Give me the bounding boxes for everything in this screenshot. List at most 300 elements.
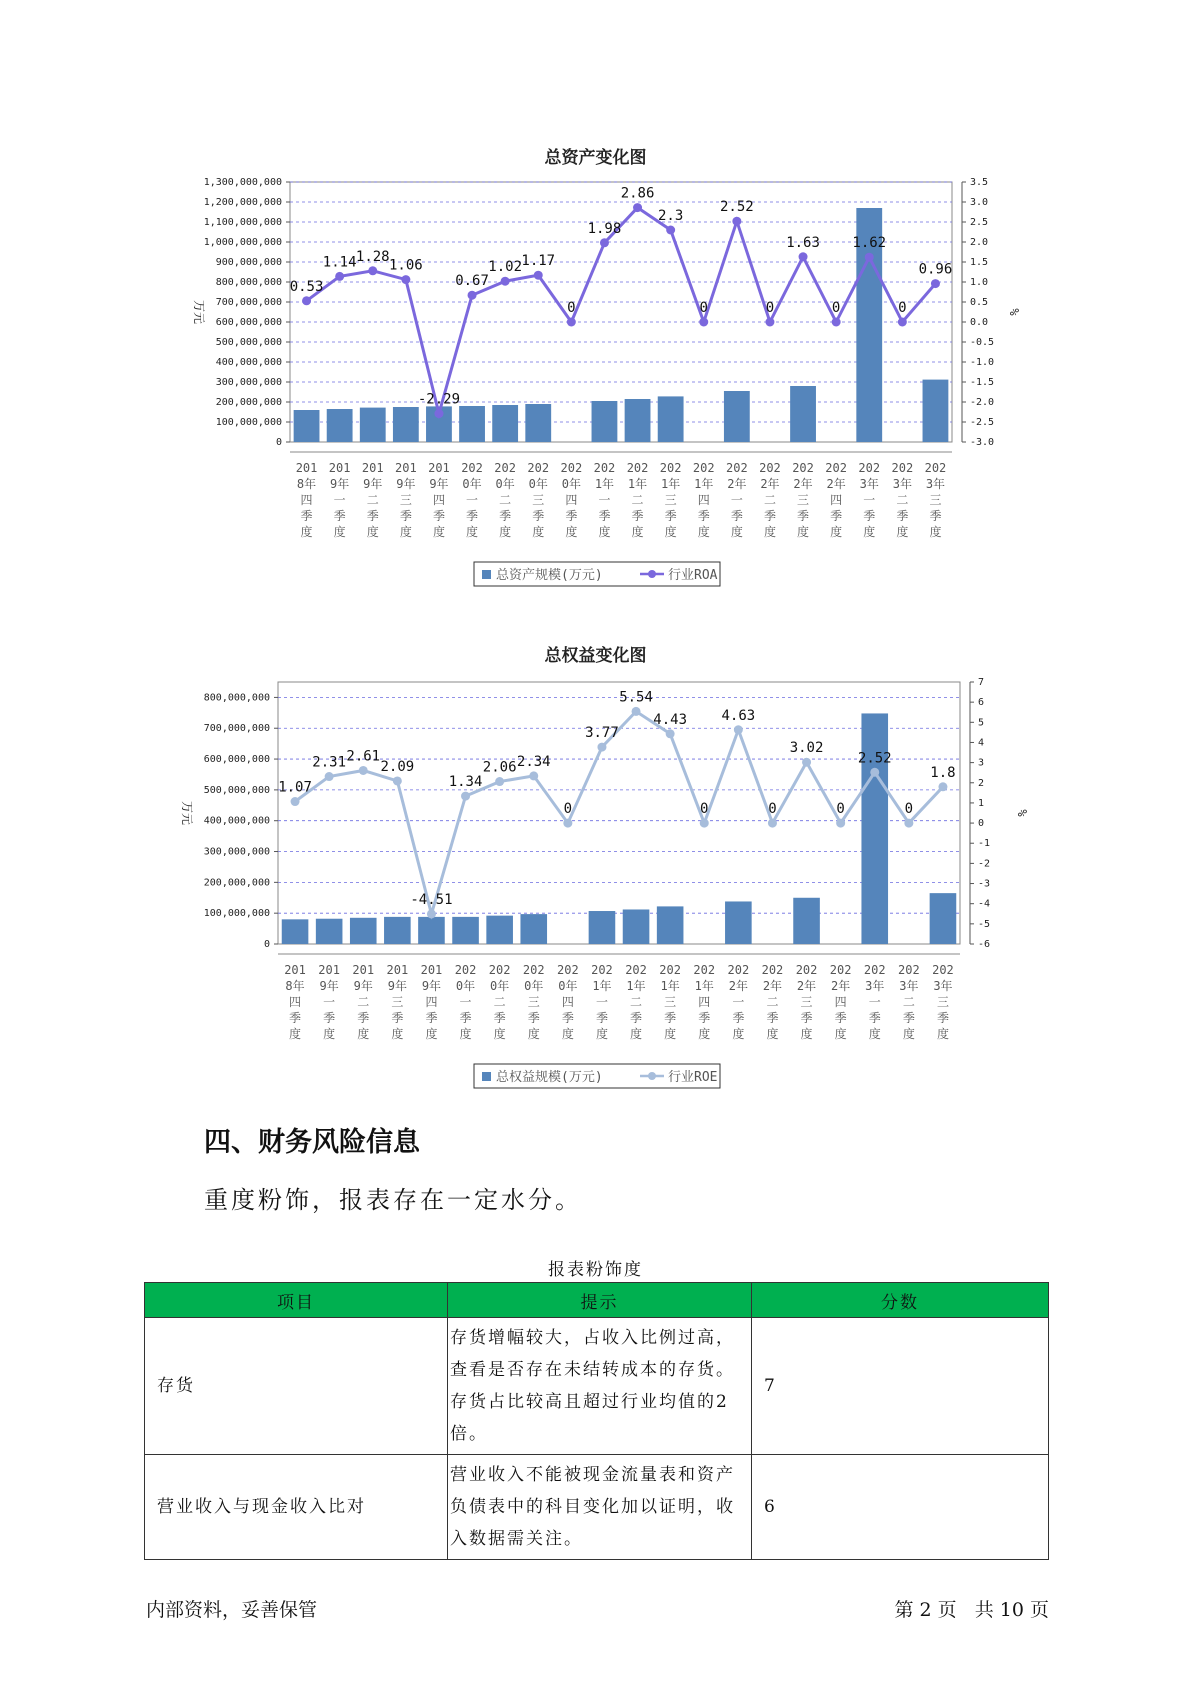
left-tick-label: 200,000,000 <box>203 877 270 889</box>
left-axis-title: 万元 <box>192 299 206 325</box>
x-tick-label: 一 <box>863 493 876 507</box>
x-tick-label: 四 <box>300 493 313 507</box>
right-tick-label: -2.0 <box>970 397 995 408</box>
x-tick-label: 四 <box>834 995 847 1009</box>
legend-line-label: 行业ROE <box>668 1070 718 1085</box>
data-label: 2.34 <box>516 753 551 770</box>
table-row <box>145 1318 1049 1455</box>
x-tick-label: 3年 <box>892 477 912 491</box>
right-tick-label: 1.0 <box>970 277 989 288</box>
x-tick-label: 季 <box>598 509 611 523</box>
x-tick-label: 1年 <box>594 477 615 491</box>
left-tick-label: 700,000,000 <box>215 297 282 308</box>
x-tick-label: 二 <box>357 995 370 1009</box>
x-tick-label: 季 <box>630 1011 643 1025</box>
x-tick-label: 季 <box>896 509 909 523</box>
x-tick-label: 201 <box>318 963 340 977</box>
left-tick-label: 800,000,000 <box>203 692 270 704</box>
bar <box>725 901 752 944</box>
x-tick-label: 季 <box>797 509 810 523</box>
x-tick-label: 8年 <box>285 979 305 993</box>
x-tick-label: 202 <box>488 963 511 977</box>
x-tick-label: 度 <box>698 1027 711 1041</box>
right-tick-label: 2.5 <box>970 217 989 228</box>
x-tick-label: 度 <box>863 525 876 539</box>
x-tick-label: 9年 <box>330 477 350 491</box>
data-label: 0.67 <box>455 273 489 290</box>
assets-chart <box>0 170 1191 590</box>
x-tick-label: 季 <box>333 509 346 523</box>
data-label: 0 <box>898 300 907 316</box>
row-score: 7 <box>752 1318 1049 1455</box>
left-tick-label: 0 <box>263 939 270 950</box>
x-tick-label: 201 <box>295 461 318 475</box>
x-tick-label: 二 <box>630 995 643 1009</box>
x-tick-label: 度 <box>936 1027 949 1041</box>
x-tick-label: 季 <box>561 1011 574 1025</box>
left-tick-label: 500,000,000 <box>203 784 270 796</box>
data-label: 4.63 <box>721 707 756 724</box>
right-tick-label: -2 <box>978 858 991 870</box>
section-heading: 四、财务风险信息 <box>204 1127 420 1158</box>
x-tick-label: 三 <box>532 493 545 507</box>
x-tick-label: 201 <box>361 461 384 475</box>
legend-line-label: 行业ROA <box>668 568 718 583</box>
line-point <box>632 707 641 716</box>
x-tick-label: 二 <box>766 995 779 1009</box>
section-text: 重度粉饰，报表存在一定水分。 <box>204 1186 582 1214</box>
x-tick-label: 度 <box>357 1027 370 1041</box>
x-tick-label: 四 <box>561 995 574 1009</box>
x-tick-label: 202 <box>560 461 583 475</box>
line-point <box>633 203 642 212</box>
bar <box>327 409 353 442</box>
legend-line-marker <box>648 570 656 578</box>
data-label: 0.96 <box>918 261 953 278</box>
left-tick-label: 600,000,000 <box>203 754 270 766</box>
x-tick-label: 202 <box>829 963 852 977</box>
x-tick-label: 二 <box>631 493 644 507</box>
data-label: 0 <box>765 300 775 316</box>
data-label: 3.02 <box>789 740 824 757</box>
x-tick-label: 202 <box>557 963 579 977</box>
x-tick-label: 三 <box>664 493 677 507</box>
x-tick-label: 201 <box>284 963 306 977</box>
left-tick-label: 700,000,000 <box>203 723 270 735</box>
footer-page-number: 第 2 页 共 10 页 <box>894 1599 1049 1621</box>
left-tick-label: 100,000,000 <box>215 417 282 428</box>
header-hint: 提示 <box>448 1283 752 1318</box>
line-point <box>567 318 576 327</box>
left-tick-label: 900,000,000 <box>215 257 282 268</box>
x-tick-label: 度 <box>323 1027 336 1041</box>
x-tick-label: 四 <box>289 995 302 1009</box>
bar <box>623 909 650 944</box>
x-tick-label: 度 <box>902 1027 915 1041</box>
x-tick-label: 度 <box>766 1027 779 1041</box>
x-tick-label: 2年 <box>727 477 747 491</box>
data-label: 1.63 <box>786 234 820 251</box>
x-tick-label: 四 <box>432 493 445 507</box>
x-tick-label: 9年 <box>421 979 442 993</box>
x-tick-label: 季 <box>366 509 379 523</box>
x-tick-label: 度 <box>598 525 611 539</box>
x-tick-label: 3年 <box>865 979 885 993</box>
x-tick-label: 202 <box>522 963 545 977</box>
x-tick-label: 2年 <box>760 477 780 491</box>
x-tick-label: 202 <box>891 461 914 475</box>
bar <box>294 410 320 442</box>
x-tick-label: 3年 <box>859 477 879 491</box>
x-tick-label: 度 <box>561 1027 574 1041</box>
legend-bar-label: 总权益规模(万元) <box>496 1070 603 1085</box>
x-tick-label: 一 <box>466 493 479 507</box>
line-point <box>368 266 377 275</box>
data-label: -4.51 <box>410 891 453 908</box>
x-tick-label: 季 <box>466 509 479 523</box>
x-tick-label: 四 <box>565 493 578 507</box>
x-tick-label: 季 <box>863 509 876 523</box>
right-tick-label: -1.0 <box>970 357 995 368</box>
x-tick-label: 季 <box>697 509 710 523</box>
x-tick-label: 9年 <box>363 477 383 491</box>
bar <box>790 386 816 442</box>
data-label: 2.52 <box>719 199 754 216</box>
x-tick-label: 0年 <box>561 477 581 491</box>
bar <box>316 919 343 944</box>
x-tick-label: 一 <box>598 493 611 507</box>
x-tick-label: 季 <box>800 1011 813 1025</box>
x-tick-label: 202 <box>825 461 847 475</box>
x-tick-label: 度 <box>800 1027 813 1041</box>
x-tick-label: 0年 <box>528 477 548 491</box>
x-tick-label: 一 <box>730 493 743 507</box>
x-tick-label: 度 <box>493 1027 506 1041</box>
x-tick-label: 季 <box>391 1011 404 1025</box>
bar <box>520 914 547 944</box>
line-point <box>291 797 300 806</box>
x-tick-label: 季 <box>499 509 512 523</box>
right-tick-label: -1.5 <box>970 377 995 388</box>
x-tick-label: 202 <box>494 461 516 475</box>
x-tick-label: 季 <box>459 1011 472 1025</box>
row-item: 营业收入与现金收入比对 <box>145 1455 448 1560</box>
right-tick-label: 5 <box>978 717 985 729</box>
x-tick-label: 度 <box>300 525 313 539</box>
line-point <box>563 819 572 828</box>
left-tick-label: 1,300,000,000 <box>203 177 282 188</box>
x-tick-label: 度 <box>797 525 810 539</box>
x-tick-label: 一 <box>732 995 745 1009</box>
data-label: 1.14 <box>322 254 357 271</box>
x-tick-label: 季 <box>631 509 644 523</box>
x-tick-label: 201 <box>328 461 351 475</box>
x-tick-label: 1年 <box>627 477 648 491</box>
bar <box>418 917 445 944</box>
data-label: 2.61 <box>346 748 381 765</box>
x-tick-label: 202 <box>461 461 483 475</box>
x-tick-label: 一 <box>595 995 608 1009</box>
data-label: 1.06 <box>388 257 423 274</box>
x-tick-label: 2年 <box>831 979 851 993</box>
line-point <box>799 252 808 261</box>
x-tick-label: 度 <box>425 1027 438 1041</box>
x-tick-label: 201 <box>352 963 375 977</box>
x-tick-label: 季 <box>763 509 776 523</box>
x-tick-label: 202 <box>593 461 616 475</box>
bar <box>282 919 309 944</box>
bar <box>625 399 651 442</box>
footer-left: 内部资料，妥善保管 <box>146 1599 318 1621</box>
x-tick-label: 9年 <box>396 477 416 491</box>
bar <box>486 916 513 944</box>
data-label: 0 <box>699 300 708 316</box>
x-tick-label: 四 <box>698 995 711 1009</box>
x-tick-label: 季 <box>399 509 412 523</box>
x-tick-label: 季 <box>936 1011 949 1025</box>
line-point <box>666 226 675 235</box>
right-tick-label: 0.5 <box>970 297 989 308</box>
x-tick-label: 三 <box>797 493 810 507</box>
right-tick-label: 0.0 <box>970 317 989 328</box>
line-point <box>938 782 947 791</box>
line-point <box>325 772 334 781</box>
x-tick-label: 1年 <box>694 477 714 491</box>
data-label: 0 <box>904 801 914 818</box>
x-tick-label: 度 <box>399 525 412 539</box>
x-tick-label: 季 <box>664 509 677 523</box>
bar <box>492 405 518 442</box>
x-tick-label: 季 <box>834 1011 847 1025</box>
x-tick-label: 季 <box>929 509 942 523</box>
right-tick-label: -3.0 <box>970 437 995 448</box>
row-item: 存货 <box>145 1318 448 1455</box>
x-tick-label: 3年 <box>933 979 953 993</box>
left-tick-label: 1,000,000,000 <box>203 237 282 248</box>
line-point <box>434 409 443 418</box>
x-tick-label: 季 <box>493 1011 506 1025</box>
x-tick-label: 202 <box>625 963 647 977</box>
data-label: 1.8 <box>930 764 956 781</box>
right-axis-title: % <box>1007 308 1021 316</box>
x-tick-label: 202 <box>863 963 886 977</box>
x-tick-label: 1年 <box>660 979 680 993</box>
data-label: 5.54 <box>619 689 653 706</box>
x-tick-label: 度 <box>896 525 909 539</box>
right-tick-label: -4 <box>978 898 991 910</box>
x-tick-label: 202 <box>591 963 613 977</box>
data-label: 2.52 <box>857 750 892 767</box>
line-point <box>501 277 510 286</box>
right-tick-label: -1 <box>978 838 991 850</box>
x-tick-label: 三 <box>664 995 677 1009</box>
x-tick-label: 度 <box>830 525 843 539</box>
x-tick-label: 季 <box>664 1011 677 1025</box>
bar <box>793 898 820 944</box>
legend-bar-swatch <box>482 1072 491 1081</box>
x-tick-label: 三 <box>936 995 949 1009</box>
plot-frame <box>278 682 960 944</box>
x-tick-label: 1年 <box>626 979 646 993</box>
data-label: 0 <box>700 801 709 818</box>
line-point <box>870 768 879 777</box>
line-point <box>359 766 368 775</box>
x-tick-label: 季 <box>300 509 313 523</box>
x-tick-label: 0年 <box>524 979 544 993</box>
bar <box>592 401 618 442</box>
left-tick-label: 100,000,000 <box>203 908 270 920</box>
line-point <box>427 909 436 918</box>
x-tick-label: 201 <box>428 461 450 475</box>
x-tick-label: 0年 <box>455 979 476 993</box>
x-tick-label: 三 <box>391 995 404 1009</box>
data-label: 1.34 <box>448 774 483 791</box>
data-label: 2.31 <box>312 754 347 771</box>
x-tick-label: 季 <box>766 1011 779 1025</box>
left-tick-label: 1,200,000,000 <box>203 197 282 208</box>
line-point <box>401 275 410 284</box>
left-tick-label: 1,100,000,000 <box>203 217 282 228</box>
right-tick-label: 4 <box>978 737 985 749</box>
left-tick-label: 0 <box>275 437 282 448</box>
bar <box>525 404 551 442</box>
x-tick-label: 8年 <box>296 477 317 491</box>
x-tick-label: 三 <box>800 995 813 1009</box>
line-point <box>832 318 841 327</box>
x-tick-label: 度 <box>730 525 743 539</box>
x-tick-label: 二 <box>493 995 506 1009</box>
right-tick-label: -5 <box>978 918 991 930</box>
chart-title-equity: 总权益变化图 <box>544 646 647 666</box>
line-point <box>734 725 743 734</box>
bar <box>384 917 411 944</box>
x-tick-label: 季 <box>532 509 545 523</box>
x-tick-label: 二 <box>902 995 915 1009</box>
x-tick-label: 季 <box>595 1011 608 1025</box>
x-tick-label: 二 <box>896 493 909 507</box>
x-tick-label: 9年 <box>319 979 339 993</box>
x-tick-label: 季 <box>323 1011 336 1025</box>
data-label: 0 <box>567 300 576 316</box>
x-tick-label: 度 <box>630 1027 643 1041</box>
x-tick-label: 度 <box>929 525 942 539</box>
x-tick-label: 一 <box>323 995 336 1009</box>
bar <box>657 906 684 944</box>
bar <box>360 408 386 442</box>
bar <box>861 713 888 944</box>
data-label: 1.07 <box>278 779 312 796</box>
right-tick-label: -2.5 <box>970 417 995 428</box>
x-tick-label: 一 <box>333 493 346 507</box>
right-tick-label: -0.5 <box>970 337 995 348</box>
line-point <box>302 296 311 305</box>
data-label: 0 <box>836 801 845 818</box>
bar <box>589 911 616 944</box>
x-tick-label: 二 <box>763 493 776 507</box>
x-tick-label: 202 <box>761 963 784 977</box>
left-tick-label: 200,000,000 <box>215 397 282 408</box>
line-point <box>765 318 774 327</box>
line-point <box>600 238 609 247</box>
x-tick-label: 0年 <box>462 477 482 491</box>
bar <box>923 380 949 442</box>
right-tick-label: 2.0 <box>970 237 989 248</box>
data-label: 0.53 <box>289 278 324 295</box>
x-tick-label: 202 <box>795 963 818 977</box>
x-tick-label: 季 <box>730 509 743 523</box>
data-label: 2.86 <box>620 185 655 202</box>
x-tick-label: 度 <box>499 525 512 539</box>
header-score: 分数 <box>752 1283 1049 1318</box>
x-tick-label: 度 <box>532 525 545 539</box>
x-tick-label: 0年 <box>495 477 515 491</box>
data-label: 1.98 <box>587 220 622 237</box>
line-point <box>699 318 708 327</box>
header-item: 项目 <box>145 1283 448 1318</box>
x-tick-label: 度 <box>459 1027 472 1041</box>
left-tick-label: 600,000,000 <box>215 317 282 328</box>
data-label: 2.09 <box>380 758 415 775</box>
x-tick-label: 度 <box>466 525 479 539</box>
table-caption: 报表粉饰度 <box>548 1260 643 1280</box>
left-tick-label: 800,000,000 <box>215 277 282 288</box>
left-axis-title: 万元 <box>180 800 194 826</box>
equity-chart <box>0 670 1191 1090</box>
x-tick-label: 202 <box>659 963 681 977</box>
x-tick-label: 二 <box>499 493 512 507</box>
line-point <box>534 271 543 280</box>
row-hint: 存货增幅较大，占收入比例过高，查看是否存在未结转成本的存货。存货占比较高且超过行业均值的2倍。 <box>448 1318 752 1455</box>
x-tick-label: 三 <box>929 493 942 507</box>
x-tick-label: 度 <box>333 525 346 539</box>
line-point <box>468 291 477 300</box>
right-axis-title: % <box>1015 809 1029 817</box>
x-tick-label: 2年 <box>762 979 783 993</box>
line-point <box>529 771 538 780</box>
x-tick-label: 202 <box>527 461 550 475</box>
x-tick-label: 度 <box>697 525 710 539</box>
legend-bar-swatch <box>482 570 491 579</box>
x-tick-label: 季 <box>432 509 445 523</box>
data-label: 1.17 <box>521 253 556 270</box>
x-tick-label: 度 <box>391 1027 404 1041</box>
x-tick-label: 三 <box>527 995 540 1009</box>
bar <box>459 406 485 442</box>
x-tick-label: 四 <box>697 493 710 507</box>
x-tick-label: 季 <box>527 1011 540 1025</box>
x-tick-label: 度 <box>366 525 379 539</box>
line-point <box>865 253 874 262</box>
x-tick-label: 202 <box>727 963 750 977</box>
right-tick-label: 3.0 <box>970 197 989 208</box>
x-tick-label: 1年 <box>592 979 612 993</box>
row-hint: 营业收入不能被现金流量表和资产负债表中的科目变化加以证明，收入数据需关注。 <box>448 1455 752 1560</box>
x-tick-label: 202 <box>692 461 715 475</box>
bar <box>350 918 377 944</box>
bar <box>393 407 419 442</box>
x-tick-label: 202 <box>659 461 682 475</box>
x-tick-label: 度 <box>595 1027 608 1041</box>
x-tick-label: 度 <box>834 1027 847 1041</box>
bar <box>452 917 479 944</box>
table-header-row <box>145 1283 1049 1318</box>
x-tick-label: 三 <box>399 493 412 507</box>
x-tick-label: 9年 <box>429 477 449 491</box>
x-tick-label: 1年 <box>661 477 681 491</box>
x-tick-label: 度 <box>664 1027 677 1041</box>
x-tick-label: 2年 <box>793 477 813 491</box>
line-point <box>836 819 845 828</box>
